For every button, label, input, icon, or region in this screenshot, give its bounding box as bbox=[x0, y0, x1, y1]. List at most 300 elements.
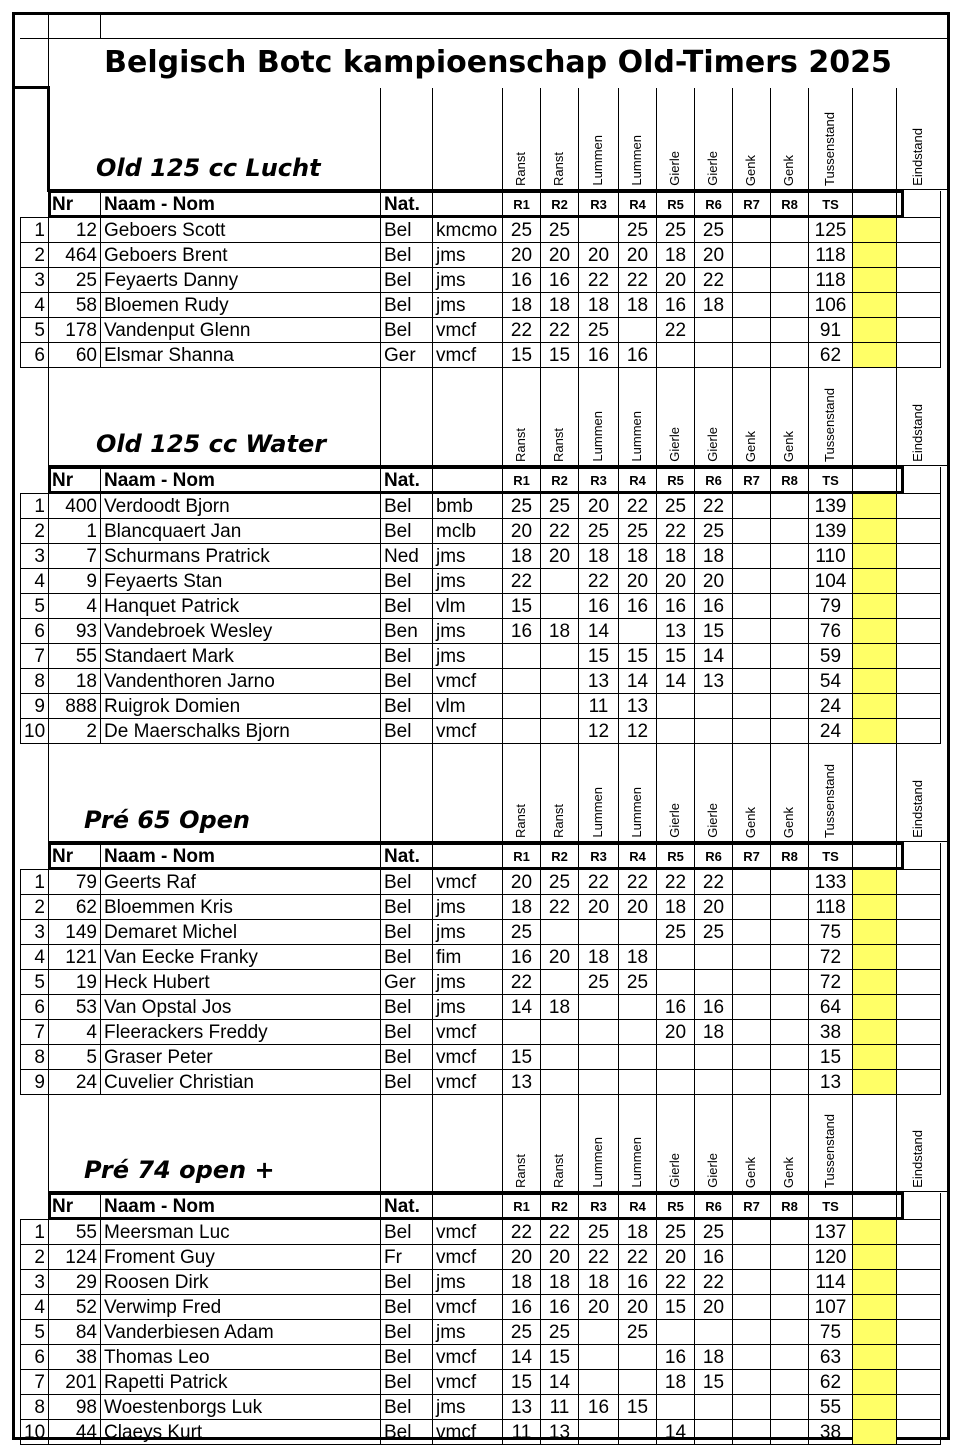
round-1-score: 22 bbox=[503, 569, 541, 594]
round-7-score bbox=[733, 318, 771, 343]
rider-name: Geerts Raf bbox=[101, 870, 381, 895]
tussenstand: 15 bbox=[809, 1045, 853, 1070]
header-blank bbox=[21, 843, 49, 870]
round-3-score bbox=[579, 1420, 619, 1445]
vertical-header-5: Gierle bbox=[667, 151, 682, 186]
nationality: Bel bbox=[381, 995, 433, 1020]
club: jms bbox=[433, 644, 503, 669]
vertical-header-9: Tussenstand bbox=[822, 388, 837, 462]
round-2-score: 25 bbox=[541, 494, 579, 519]
nationality: Ger bbox=[381, 343, 433, 368]
round-7-score bbox=[733, 243, 771, 268]
round-3-score: 22 bbox=[579, 569, 619, 594]
highlight-cell bbox=[853, 1245, 897, 1270]
header-ts: TS bbox=[809, 467, 853, 494]
tussenstand: 72 bbox=[809, 970, 853, 995]
grid-line bbox=[540, 740, 541, 842]
grid-line bbox=[694, 88, 695, 190]
round-1-score: 15 bbox=[503, 1370, 541, 1395]
section-title: Old 125 cc Water bbox=[96, 430, 327, 458]
vertical-header-6: Gierle bbox=[705, 151, 720, 186]
header-r3: R3 bbox=[579, 843, 619, 870]
tussenstand: 106 bbox=[809, 293, 853, 318]
club: mclb bbox=[433, 519, 503, 544]
header-r7: R7 bbox=[733, 191, 771, 218]
round-4-score bbox=[619, 995, 657, 1020]
position: 10 bbox=[21, 719, 49, 744]
eindstand-cell bbox=[897, 619, 941, 644]
vertical-header-10: Eindstand bbox=[910, 128, 925, 186]
nationality: Bel bbox=[381, 218, 433, 243]
round-8-score bbox=[771, 569, 809, 594]
round-2-score bbox=[541, 644, 579, 669]
eindstand-cell bbox=[897, 1370, 941, 1395]
nationality: Bel bbox=[381, 1020, 433, 1045]
round-3-score bbox=[579, 1345, 619, 1370]
tussenstand: 133 bbox=[809, 870, 853, 895]
round-8-score bbox=[771, 870, 809, 895]
header-nr: Nr bbox=[49, 191, 101, 218]
rider-number: 38 bbox=[49, 1345, 101, 1370]
position: 2 bbox=[21, 519, 49, 544]
round-2-score: 25 bbox=[541, 870, 579, 895]
position: 6 bbox=[21, 1345, 49, 1370]
eindstand-cell bbox=[897, 494, 941, 519]
tussenstand: 75 bbox=[809, 920, 853, 945]
club: jms bbox=[433, 995, 503, 1020]
round-1-score: 22 bbox=[503, 318, 541, 343]
round-5-score bbox=[657, 970, 695, 995]
highlight-cell bbox=[853, 1045, 897, 1070]
nationality: Bel bbox=[381, 1220, 433, 1245]
eindstand-cell bbox=[897, 1420, 941, 1445]
header-r5: R5 bbox=[657, 843, 695, 870]
vertical-header-4: Lummen bbox=[629, 411, 644, 462]
round-4-score bbox=[619, 1370, 657, 1395]
round-8-score bbox=[771, 268, 809, 293]
header-blank bbox=[21, 1193, 49, 1220]
tussenstand: 118 bbox=[809, 268, 853, 293]
club: vmcf bbox=[433, 1245, 503, 1270]
club: kmcmo bbox=[433, 218, 503, 243]
rider-name: Vandenput Glenn bbox=[101, 318, 381, 343]
round-8-score bbox=[771, 945, 809, 970]
round-7-score bbox=[733, 1395, 771, 1420]
rider-name: Schurmans Pratrick bbox=[101, 544, 381, 569]
grid-line bbox=[732, 1090, 733, 1192]
grid-line bbox=[380, 364, 381, 466]
header-r3: R3 bbox=[579, 467, 619, 494]
eindstand-cell bbox=[897, 995, 941, 1020]
grid-line bbox=[694, 1090, 695, 1192]
round-7-score bbox=[733, 1295, 771, 1320]
position: 6 bbox=[21, 343, 49, 368]
nationality: Ger bbox=[381, 970, 433, 995]
highlight-cell bbox=[853, 619, 897, 644]
round-6-score: 22 bbox=[695, 494, 733, 519]
round-2-score: 18 bbox=[541, 995, 579, 1020]
round-7-score bbox=[733, 1220, 771, 1245]
round-4-score: 20 bbox=[619, 895, 657, 920]
grid-line bbox=[618, 1090, 619, 1192]
rider-number: 53 bbox=[49, 995, 101, 1020]
rider-number: 7 bbox=[49, 544, 101, 569]
nationality: Bel bbox=[381, 519, 433, 544]
nationality: Bel bbox=[381, 895, 433, 920]
grid-line bbox=[380, 740, 381, 842]
grid-line bbox=[808, 1090, 809, 1192]
round-8-score bbox=[771, 1370, 809, 1395]
tussenstand: 24 bbox=[809, 719, 853, 744]
header-row-border bbox=[48, 466, 904, 494]
nationality: Bel bbox=[381, 318, 433, 343]
eindstand-cell bbox=[897, 243, 941, 268]
round-6-score: 14 bbox=[695, 644, 733, 669]
eindstand-cell bbox=[897, 644, 941, 669]
round-8-score bbox=[771, 519, 809, 544]
highlight-cell bbox=[853, 1370, 897, 1395]
round-5-score: 16 bbox=[657, 995, 695, 1020]
round-7-score bbox=[733, 895, 771, 920]
rider-name: Graser Peter bbox=[101, 1045, 381, 1070]
round-5-score: 20 bbox=[657, 1245, 695, 1270]
position: 8 bbox=[21, 669, 49, 694]
grid-line bbox=[540, 88, 541, 190]
position: 6 bbox=[21, 619, 49, 644]
round-6-score bbox=[695, 1045, 733, 1070]
round-6-score: 22 bbox=[695, 870, 733, 895]
round-3-score bbox=[579, 995, 619, 1020]
round-5-score bbox=[657, 945, 695, 970]
tussenstand: 64 bbox=[809, 995, 853, 1020]
round-5-score: 13 bbox=[657, 619, 695, 644]
tussenstand: 104 bbox=[809, 569, 853, 594]
round-5-score: 16 bbox=[657, 1345, 695, 1370]
highlight-cell bbox=[853, 1295, 897, 1320]
round-4-score: 16 bbox=[619, 1270, 657, 1295]
header-r6: R6 bbox=[695, 191, 733, 218]
round-1-score: 20 bbox=[503, 870, 541, 895]
highlight-cell bbox=[853, 1395, 897, 1420]
highlight-cell bbox=[853, 895, 897, 920]
header-r5: R5 bbox=[657, 191, 695, 218]
round-7-score bbox=[733, 1270, 771, 1295]
rider-number: 9 bbox=[49, 569, 101, 594]
header-r8: R8 bbox=[771, 191, 809, 218]
round-4-score: 20 bbox=[619, 1295, 657, 1320]
position: 7 bbox=[21, 1020, 49, 1045]
highlight-cell bbox=[853, 1020, 897, 1045]
round-8-score bbox=[771, 594, 809, 619]
table-row bbox=[21, 644, 941, 669]
round-1-score: 16 bbox=[503, 619, 541, 644]
vertical-header-6: Gierle bbox=[705, 803, 720, 838]
tussenstand: 118 bbox=[809, 895, 853, 920]
round-1-score: 16 bbox=[503, 1295, 541, 1320]
standings-table bbox=[20, 1192, 941, 1445]
eindstand-cell bbox=[897, 1295, 941, 1320]
round-6-score bbox=[695, 970, 733, 995]
rider-number: 888 bbox=[49, 694, 101, 719]
rider-name: Rapetti Patrick bbox=[101, 1370, 381, 1395]
round-2-score bbox=[541, 669, 579, 694]
eindstand-cell bbox=[897, 1270, 941, 1295]
position: 6 bbox=[21, 995, 49, 1020]
vertical-header-8: Genk bbox=[781, 430, 796, 462]
nationality: Bel bbox=[381, 293, 433, 318]
grid-line bbox=[432, 364, 433, 466]
section-title: Old 125 cc Lucht bbox=[96, 154, 321, 182]
position: 3 bbox=[21, 544, 49, 569]
position: 5 bbox=[21, 318, 49, 343]
tussenstand: 118 bbox=[809, 243, 853, 268]
header-r1: R1 bbox=[503, 843, 541, 870]
vertical-header-2: Ranst bbox=[551, 152, 566, 186]
tussenstand: 79 bbox=[809, 594, 853, 619]
club: jms bbox=[433, 544, 503, 569]
position: 2 bbox=[21, 1245, 49, 1270]
round-3-score bbox=[579, 1370, 619, 1395]
eindstand-cell bbox=[897, 694, 941, 719]
position: 5 bbox=[21, 970, 49, 995]
position: 7 bbox=[21, 644, 49, 669]
header-r1: R1 bbox=[503, 1193, 541, 1220]
rider-number: 178 bbox=[49, 318, 101, 343]
club: vmcf bbox=[433, 1420, 503, 1445]
rider-name: Hanquet Patrick bbox=[101, 594, 381, 619]
nationality: Ned bbox=[381, 544, 433, 569]
round-8-score bbox=[771, 619, 809, 644]
round-1-score: 20 bbox=[503, 243, 541, 268]
round-1-score: 13 bbox=[503, 1070, 541, 1095]
grid-line bbox=[618, 740, 619, 842]
position: 3 bbox=[21, 268, 49, 293]
tussenstand: 110 bbox=[809, 544, 853, 569]
table-row bbox=[21, 694, 941, 719]
grid-line bbox=[694, 740, 695, 842]
round-5-score: 18 bbox=[657, 895, 695, 920]
standings-table bbox=[20, 842, 941, 1095]
page-title: Belgisch Botc kampioenschap Old-Timers 2025 bbox=[104, 45, 892, 80]
round-2-score: 14 bbox=[541, 1370, 579, 1395]
header-blank bbox=[21, 191, 49, 218]
rider-number: 124 bbox=[49, 1245, 101, 1270]
club: vmcf bbox=[433, 343, 503, 368]
round-4-score: 18 bbox=[619, 293, 657, 318]
round-3-score: 20 bbox=[579, 1295, 619, 1320]
round-6-score: 20 bbox=[695, 569, 733, 594]
round-1-score: 14 bbox=[503, 1345, 541, 1370]
vertical-header-4: Lummen bbox=[629, 787, 644, 838]
rider-name: Van Opstal Jos bbox=[101, 995, 381, 1020]
club: jms bbox=[433, 619, 503, 644]
eindstand-cell bbox=[897, 293, 941, 318]
header-nat: Nat. bbox=[381, 843, 433, 870]
table-row bbox=[21, 569, 941, 594]
nationality: Ben bbox=[381, 619, 433, 644]
eindstand-cell bbox=[897, 669, 941, 694]
round-2-score: 22 bbox=[541, 519, 579, 544]
rider-number: 121 bbox=[49, 945, 101, 970]
highlight-cell bbox=[853, 268, 897, 293]
round-4-score: 25 bbox=[619, 519, 657, 544]
round-7-score bbox=[733, 268, 771, 293]
header-r7: R7 bbox=[733, 843, 771, 870]
grid-line bbox=[380, 88, 381, 190]
highlight-cell bbox=[853, 995, 897, 1020]
round-2-score bbox=[541, 1045, 579, 1070]
section-2 bbox=[20, 364, 948, 742]
rider-name: Vandebroek Wesley bbox=[101, 619, 381, 644]
header-r1: R1 bbox=[503, 191, 541, 218]
round-3-score: 18 bbox=[579, 945, 619, 970]
nationality: Bel bbox=[381, 1295, 433, 1320]
header-nr: Nr bbox=[49, 1193, 101, 1220]
round-2-score bbox=[541, 920, 579, 945]
highlight-cell bbox=[853, 1420, 897, 1445]
round-8-score bbox=[771, 995, 809, 1020]
nationality: Bel bbox=[381, 243, 433, 268]
round-7-score bbox=[733, 945, 771, 970]
round-5-score: 22 bbox=[657, 519, 695, 544]
vertical-header-8: Genk bbox=[781, 806, 796, 838]
round-4-score bbox=[619, 1020, 657, 1045]
rider-number: 84 bbox=[49, 1320, 101, 1345]
club: jms bbox=[433, 268, 503, 293]
vertical-header-3: Lummen bbox=[590, 1137, 605, 1188]
rider-number: 4 bbox=[49, 594, 101, 619]
round-7-score bbox=[733, 1045, 771, 1070]
round-4-score: 25 bbox=[619, 1320, 657, 1345]
grid-line bbox=[432, 88, 433, 190]
round-8-score bbox=[771, 1045, 809, 1070]
header-ts: TS bbox=[809, 1193, 853, 1220]
round-2-score: 22 bbox=[541, 1220, 579, 1245]
grid-line bbox=[502, 1090, 503, 1192]
highlight-cell bbox=[853, 870, 897, 895]
round-8-score bbox=[771, 1345, 809, 1370]
vertical-header-5: Gierle bbox=[667, 1153, 682, 1188]
position: 8 bbox=[21, 1395, 49, 1420]
header-name: Naam - Nom bbox=[101, 843, 381, 870]
round-5-score: 20 bbox=[657, 1020, 695, 1045]
highlight-cell bbox=[853, 669, 897, 694]
round-6-score: 22 bbox=[695, 1270, 733, 1295]
position: 7 bbox=[21, 1370, 49, 1395]
round-8-score bbox=[771, 1295, 809, 1320]
round-3-score bbox=[579, 1020, 619, 1045]
vertical-header-10: Eindstand bbox=[910, 780, 925, 838]
vertical-header-5: Gierle bbox=[667, 803, 682, 838]
table-row bbox=[21, 293, 941, 318]
grid-line bbox=[852, 88, 853, 190]
section-title: Pré 65 Open bbox=[84, 806, 251, 834]
grid-line bbox=[852, 740, 853, 842]
highlight-cell bbox=[853, 1320, 897, 1345]
round-7-score bbox=[733, 293, 771, 318]
vertical-header-1: Ranst bbox=[513, 152, 528, 186]
highlight-cell bbox=[853, 945, 897, 970]
table-row bbox=[21, 544, 941, 569]
nationality: Bel bbox=[381, 1345, 433, 1370]
rider-name: Bloemen Rudy bbox=[101, 293, 381, 318]
rider-number: 5 bbox=[49, 1045, 101, 1070]
header-ts: TS bbox=[809, 843, 853, 870]
header-r2: R2 bbox=[541, 1193, 579, 1220]
club: vlm bbox=[433, 694, 503, 719]
table-row bbox=[21, 1020, 941, 1045]
grid-line bbox=[432, 740, 433, 842]
round-6-score bbox=[695, 694, 733, 719]
vertical-header-4: Lummen bbox=[629, 135, 644, 186]
round-8-score bbox=[771, 1245, 809, 1270]
round-3-score: 16 bbox=[579, 594, 619, 619]
club: bmb bbox=[433, 494, 503, 519]
vertical-header-10: Eindstand bbox=[910, 404, 925, 462]
position: 8 bbox=[21, 1045, 49, 1070]
highlight-cell bbox=[853, 594, 897, 619]
rider-name: Vanderbiesen Adam bbox=[101, 1320, 381, 1345]
tussenstand: 91 bbox=[809, 318, 853, 343]
grid-line bbox=[732, 364, 733, 466]
header-row-border bbox=[48, 842, 904, 870]
position: 4 bbox=[21, 945, 49, 970]
header-r3: R3 bbox=[579, 1193, 619, 1220]
round-6-score bbox=[695, 945, 733, 970]
grid-line bbox=[770, 88, 771, 190]
header-r4: R4 bbox=[619, 191, 657, 218]
rider-number: 24 bbox=[49, 1070, 101, 1095]
round-3-score: 20 bbox=[579, 895, 619, 920]
round-5-score bbox=[657, 1045, 695, 1070]
vertical-header-7: Genk bbox=[743, 1156, 758, 1188]
round-2-score: 15 bbox=[541, 343, 579, 368]
grid-line bbox=[852, 364, 853, 466]
round-2-score: 22 bbox=[541, 895, 579, 920]
rider-name: Verdoodt Bjorn bbox=[101, 494, 381, 519]
header-nat: Nat. bbox=[381, 191, 433, 218]
round-8-score bbox=[771, 694, 809, 719]
eindstand-cell bbox=[897, 594, 941, 619]
header-name: Naam - Nom bbox=[101, 191, 381, 218]
round-5-score: 22 bbox=[657, 318, 695, 343]
round-3-score: 18 bbox=[579, 544, 619, 569]
round-2-score: 18 bbox=[541, 1270, 579, 1295]
position: 5 bbox=[21, 1320, 49, 1345]
club: vmcf bbox=[433, 1020, 503, 1045]
nationality: Bel bbox=[381, 1070, 433, 1095]
round-8-score bbox=[771, 318, 809, 343]
rider-name: Woestenborgs Luk bbox=[101, 1395, 381, 1420]
rider-number: 55 bbox=[49, 644, 101, 669]
table-row bbox=[21, 995, 941, 1020]
tussenstand: 120 bbox=[809, 1245, 853, 1270]
vertical-header-2: Ranst bbox=[551, 804, 566, 838]
tussenstand: 38 bbox=[809, 1020, 853, 1045]
round-2-score: 20 bbox=[541, 544, 579, 569]
round-8-score bbox=[771, 293, 809, 318]
rider-number: 19 bbox=[49, 970, 101, 995]
vertical-header-9: Tussenstand bbox=[822, 1114, 837, 1188]
round-7-score bbox=[733, 569, 771, 594]
round-5-score bbox=[657, 1320, 695, 1345]
vertical-header-6: Gierle bbox=[705, 1153, 720, 1188]
nationality: Bel bbox=[381, 1320, 433, 1345]
round-2-score: 15 bbox=[541, 1345, 579, 1370]
round-4-score bbox=[619, 318, 657, 343]
round-8-score bbox=[771, 920, 809, 945]
round-2-score: 20 bbox=[541, 945, 579, 970]
